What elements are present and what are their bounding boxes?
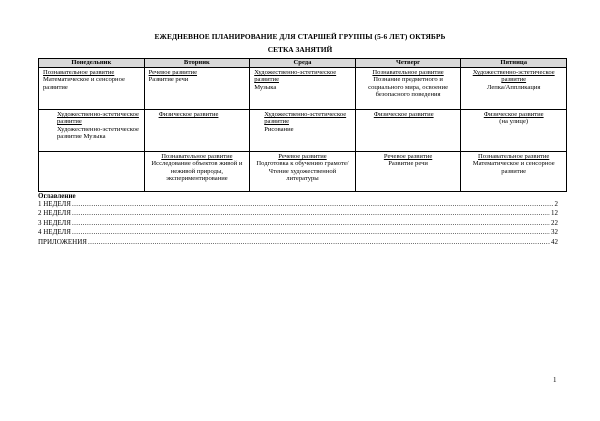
cell-activity: (на улице): [499, 118, 529, 126]
cell-area: Физическое развитие: [373, 111, 434, 118]
day-header-wednesday: Среда: [250, 59, 356, 68]
toc-entry-label: 3 НЕДЕЛЯ: [38, 218, 71, 227]
toc-entry-label: 4 НЕДЕЛЯ: [38, 228, 71, 237]
cell-activity: Математическое и сенсорное развитие: [43, 76, 125, 91]
schedule-cell-mon-2: [39, 110, 145, 152]
schedule-header-row: [39, 59, 567, 68]
toc-leader-dots: [72, 200, 554, 209]
cell-activity: Рисование: [264, 125, 294, 133]
schedule-cell-thu-1: [355, 68, 461, 110]
schedule-cell-mon-1: [39, 68, 145, 110]
cell-activity: Подготовка к обучению грамоте/Чтение художественной литературы: [256, 160, 349, 183]
toc-leader-dots: [72, 219, 550, 228]
cell-area: Познавательное развитие: [372, 69, 444, 76]
cell-activity: Развитие речи: [148, 76, 189, 84]
schedule-row-1: [39, 68, 567, 110]
toc-entry-week-2[interactable]: [38, 209, 558, 218]
cell-area: Художественно-эстетическое развитие: [57, 111, 139, 126]
cell-activity: Художественно-эстетическое развитие Музыка: [57, 125, 139, 141]
toc-entry-week-4[interactable]: [38, 228, 558, 237]
schedule-cell-thu-3: [355, 152, 461, 192]
toc-entry-page: 12: [551, 209, 558, 218]
toc-entry-week-1[interactable]: [38, 200, 558, 209]
toc-heading: Оглавление: [38, 192, 76, 200]
table-of-contents: [38, 192, 558, 247]
cell-activity: Музыка: [254, 83, 277, 91]
schedule-cell-wed-3: [250, 152, 356, 192]
cell-activity: Развитие речи: [388, 160, 428, 168]
schedule-cell-fri-2: [461, 110, 567, 152]
cell-activity: Познание предметного и социального мира, освоение безопасного поведения: [368, 76, 448, 99]
page-number: 1: [553, 376, 557, 384]
schedule-cell-tue-1: [144, 68, 250, 110]
toc-entry-label: 2 НЕДЕЛЯ: [38, 209, 71, 218]
cell-area: Художественно-эстетическое развитие: [472, 69, 555, 84]
toc-entry-appendices[interactable]: [38, 238, 558, 247]
toc-entry-week-3[interactable]: [38, 219, 558, 228]
toc-leader-dots: [72, 209, 550, 218]
schedule-row-3: [39, 152, 567, 192]
document-title: ЕЖЕДНЕВНОЕ ПЛАНИРОВАНИЕ ДЛЯ СТАРШЕЙ ГРУППЫ (5-6 ЛЕТ) ОКТЯБРЬ: [154, 32, 446, 41]
cell-area: Познавательное развитие: [478, 153, 550, 160]
cell-area: Познавательное развитие: [161, 153, 233, 160]
cell-area: Речевое развитие: [148, 69, 198, 76]
toc-entry-page: 22: [551, 218, 558, 227]
day-header-friday: Пятница: [461, 59, 567, 68]
schedule-cell-tue-2: [144, 110, 250, 152]
cell-area: Речевое развитие: [383, 153, 433, 160]
schedule-table: [38, 58, 567, 192]
cell-activity: Исследование объектов живой и неживой природы, экспериментирование: [151, 160, 243, 183]
cell-area: Познавательное развитие: [43, 69, 115, 76]
toc-leader-dots: [88, 238, 550, 247]
cell-activity: Математическое и сенсорное развитие: [472, 160, 555, 175]
toc-entry-label: ПРИЛОЖЕНИЯ: [38, 237, 87, 246]
schedule-cell-thu-2: [355, 110, 461, 152]
schedule-row-2: [39, 110, 567, 152]
day-header-tuesday: Вторник: [144, 59, 250, 68]
toc-entry-page: 32: [551, 228, 558, 237]
schedule-cell-fri-1: [461, 68, 567, 110]
day-header-thursday: Четверг: [355, 59, 461, 68]
schedule-cell-fri-3: [461, 152, 567, 192]
cell-area: Художественно-эстетическое развитие: [264, 111, 347, 126]
cell-area: Физическое развитие: [483, 111, 544, 118]
schedule-cell-mon-3: [39, 152, 145, 192]
toc-entry-page: 42: [551, 237, 558, 246]
cell-activity: Лепка/Аппликация: [486, 83, 541, 91]
toc-leader-dots: [72, 228, 550, 237]
toc-entry-label: 1 НЕДЕЛЯ: [38, 200, 71, 208]
cell-area: Художественно-эстетическое развитие: [254, 69, 337, 84]
cell-area: Физическое развитие: [158, 111, 219, 118]
toc-entry-page: 2: [554, 200, 558, 208]
day-header-monday: Понедельник: [39, 59, 145, 68]
schedule-cell-wed-1: [250, 68, 356, 110]
schedule-cell-wed-2: [250, 110, 356, 152]
cell-area: Речевое развитие: [278, 153, 327, 160]
schedule-subtitle: СЕТКА ЗАНЯТИЙ: [267, 45, 333, 54]
schedule-cell-tue-3: [144, 152, 250, 192]
